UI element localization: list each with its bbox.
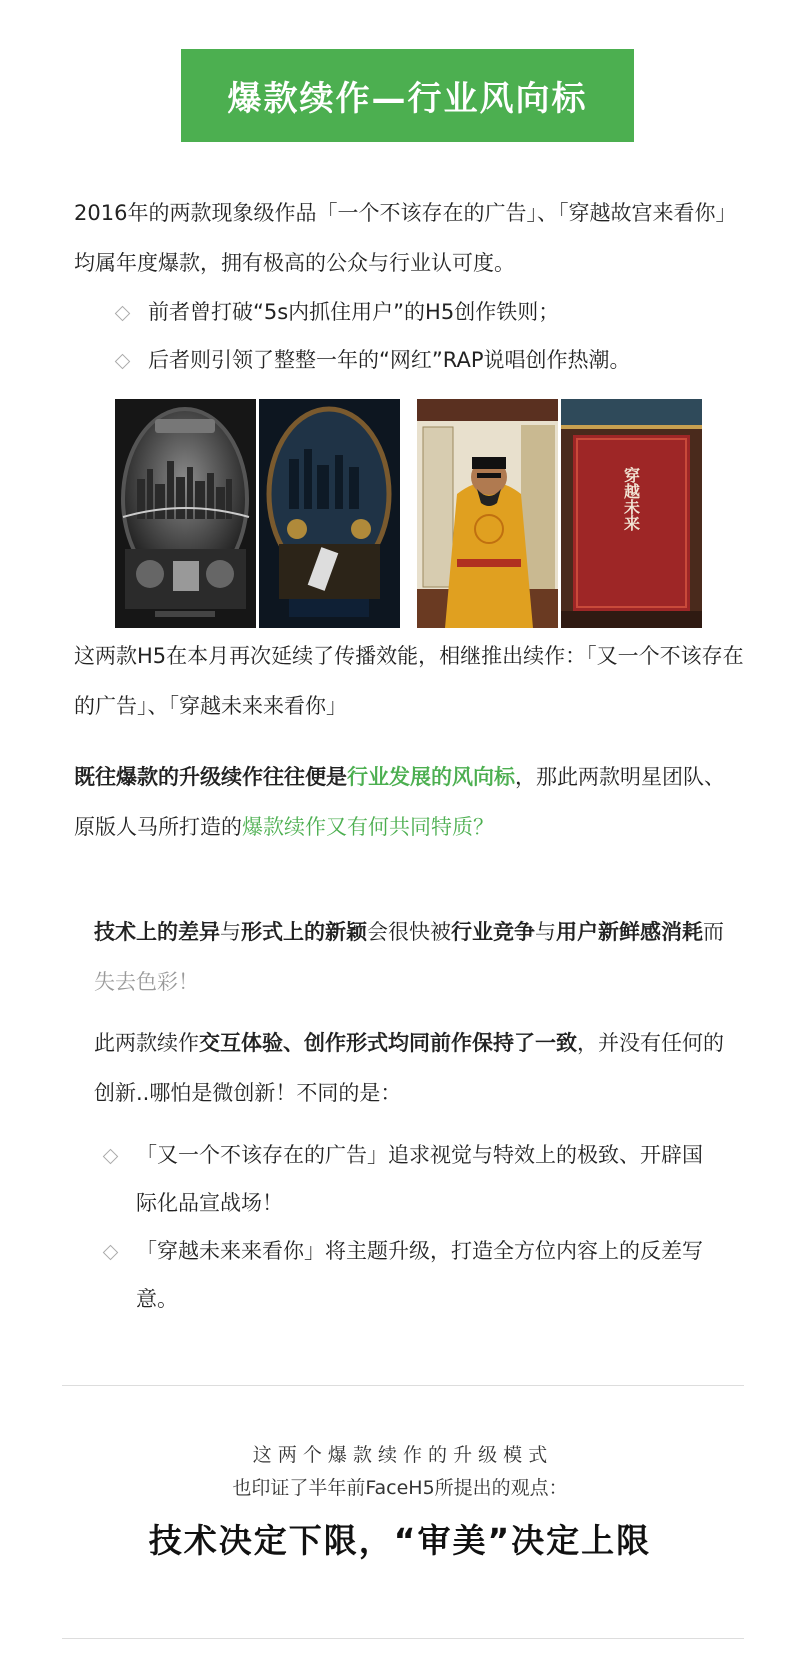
text-span: 会很快被	[367, 920, 451, 944]
bold-phrase: 技术上的差异	[94, 920, 220, 944]
intro-paragraph: 2016年的两款现象级作品「一个不该存在的广告」、「穿越故宫来看你」均属年度爆款，拥有极高的公众与行业认可度。	[74, 201, 737, 275]
list-item	[115, 336, 755, 384]
bold-phrase: 形式上的新颖	[241, 920, 367, 944]
list-item	[103, 1131, 723, 1227]
list-item	[103, 1227, 723, 1323]
bullet-text: 「穿越未来来看你」将主题升级，打造全方位内容上的反差写意。	[136, 1239, 703, 1311]
poster-title-text: 穿越未来	[621, 467, 641, 531]
h5-screenshot-4	[561, 399, 702, 628]
banner-title: 爆款续作—行业风向标	[227, 79, 588, 119]
diamond-bullet-icon	[115, 306, 131, 322]
footer-line-2: 也印证了半年前FaceH5所提出的观点：	[232, 1477, 568, 1499]
trend-paragraph	[74, 752, 744, 852]
text-span: 与	[220, 920, 241, 944]
highlight-phrase: 行业发展的风向标	[347, 765, 515, 789]
highlight-question: 爆款续作又有何共同特质？	[242, 815, 494, 839]
h5-screenshot-1	[115, 399, 256, 628]
bullet-text: 前者曾打破“5s内抓住用户”的H5创作铁则；	[148, 300, 560, 324]
divider-bottom	[62, 1638, 744, 1639]
text-span: ，并没有任何的创新..哪怕是微创新！不同的是：	[94, 1031, 724, 1105]
footer-headline: 技术决定下限，“审美”决定上限	[148, 1521, 652, 1560]
h5-screenshot-2	[259, 399, 400, 628]
divider-top	[62, 1385, 744, 1386]
h5-screenshot-3	[417, 399, 558, 628]
text-span: 与	[535, 920, 556, 944]
muted-phrase: 失去色彩！	[94, 970, 199, 994]
bold-phrase: 用户新鲜感消耗	[556, 920, 703, 944]
diamond-bullet-icon	[103, 1245, 119, 1261]
bold-phrase: 既往爆款的升级续作往往便是	[74, 765, 347, 789]
text-span: 而	[703, 920, 724, 944]
bullet-text: 「又一个不该存在的广告」追求视觉与特效上的极致、开辟国际化品宣战场！	[136, 1143, 703, 1215]
list-item	[115, 288, 755, 336]
text-span: 此两款续作	[94, 1031, 199, 1055]
sequel-analysis-paragraph	[94, 1018, 744, 1118]
bold-phrase: 行业竞争	[451, 920, 535, 944]
intro-bullet-list	[115, 288, 755, 384]
section-banner	[181, 49, 634, 142]
bullet-text: 后者则引领了整整一年的“网红”RAP说唱创作热潮。	[148, 348, 631, 372]
diamond-bullet-icon	[115, 354, 131, 370]
text-span: ，那此两款明星团队、原版人马所打造的	[74, 765, 725, 839]
sequel-paragraph: 这两款H5在本月再次延续了传播效能，相继推出续作：「又一个不该存在的广告」、「穿越未来来看你」	[74, 644, 744, 718]
footer-line-1: 这 两 个 爆 款 续 作 的 升 级 模 式	[252, 1444, 548, 1466]
bold-phrase: 交互体验、创作形式均同前作保持了一致	[199, 1031, 577, 1055]
diamond-bullet-icon	[103, 1149, 119, 1165]
insight-paragraph	[94, 907, 744, 1007]
difference-bullet-list	[103, 1131, 723, 1323]
